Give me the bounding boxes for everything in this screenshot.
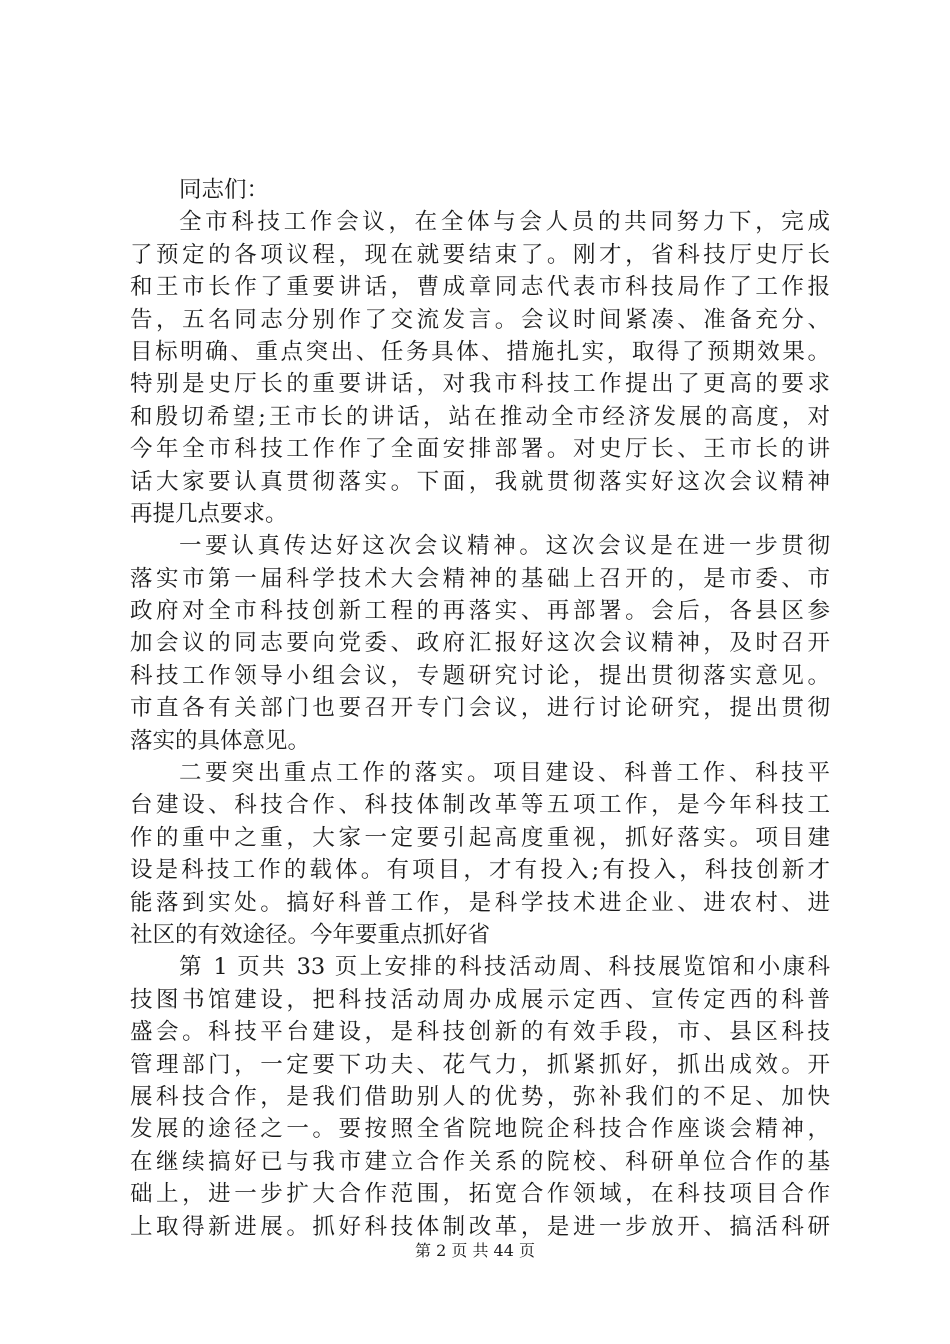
text-line: 加会议的同志要向党委、政府汇报好这次会议精神，及时召开 — [130, 630, 830, 657]
text-line: 再提几点要求。 — [130, 500, 288, 527]
text-line: 一要认真传达好这次会议精神。这次会议是在进一步贯彻 — [179, 533, 830, 560]
text-line: 同志们： — [179, 177, 270, 203]
text-line: 盛会。科技平台建设，是科技创新的有效手段，市、县区科技 — [130, 1019, 830, 1046]
text-line: 科技工作领导小组会议，专题研究讨论，提出贯彻落实意见。 — [130, 662, 830, 689]
paragraph-intro — [130, 206, 830, 530]
text-line: 全市科技工作会议，在全体与会人员的共同努力下，完成 — [179, 209, 830, 236]
text-line: 第 1 页共 33 页上安排的科技活动周、科技展览馆和小康科 — [179, 954, 830, 981]
text-line: 特别是史厅长的重要讲话，对我市科技工作提出了更高的要求 — [130, 371, 830, 398]
text-line: 市直各有关部门也要召开专门会议，进行讨论研究，提出贯彻 — [130, 695, 830, 722]
text-line: 作的重中之重，大家一定要引起高度重视，抓好落实。项目建 — [130, 824, 830, 851]
paragraph-point-two — [130, 757, 830, 951]
text-line: 础上，进一步扩大合作范围，拓宽合作领域，在科技项目合作 — [130, 1181, 830, 1208]
text-line: 社区的有效途径。今年要重点抓好省 — [130, 921, 491, 948]
text-line: 目标明确、重点突出、任务具体、措施扎实，取得了预期效果。 — [130, 338, 830, 365]
text-line: 和王市长作了重要讲话，曹成章同志代表市科技局作了工作报 — [130, 274, 830, 301]
text-line: 在继续搞好已与我市建立合作关系的院校、科研单位合作的基 — [130, 1148, 830, 1175]
text-line: 告，五名同志分别作了交流发言。会议时间紧凑、准备充分、 — [130, 306, 830, 333]
text-line: 落实的具体意见。 — [130, 727, 311, 754]
text-line: 技图书馆建设，把科技活动周办成展示定西、宣传定西的科普 — [130, 986, 830, 1013]
text-line: 和殷切希望;王市长的讲话，站在推动全市经济发展的高度，对 — [130, 403, 830, 430]
paragraph-continuation — [130, 951, 830, 1243]
text-line: 管理部门，一定要下功夫、花气力，抓紧抓好，抓出成效。开 — [130, 1051, 830, 1078]
paragraph-salutation — [130, 174, 830, 206]
text-line: 话大家要认真贯彻落实。下面，我就贯彻落实好这次会议精神 — [130, 468, 830, 495]
text-line: 展科技合作，是我们借助别人的优势，弥补我们的不足、加快 — [130, 1083, 830, 1110]
page-footer: 第 2 页 共 44 页 — [415, 1241, 535, 1260]
text-line: 了预定的各项议程，现在就要结束了。刚才，省科技厅史厅长 — [130, 241, 830, 268]
text-line: 台建设、科技合作、科技体制改革等五项工作，是今年科技工 — [130, 792, 830, 819]
text-line: 上取得新进展。抓好科技体制改革，是进一步放开、搞活科研 — [130, 1213, 830, 1240]
text-line: 政府对全市科技创新工程的再落实、再部署。会后，各县区参 — [130, 598, 830, 625]
document-body — [130, 174, 830, 1243]
paragraph-point-one — [130, 530, 830, 757]
text-line: 能落到实处。搞好科普工作，是科学技术进企业、进农村、进 — [130, 889, 830, 916]
text-line: 落实市第一届科学技术大会精神的基础上召开的，是市委、市 — [130, 565, 830, 592]
text-line: 今年全市科技工作作了全面安排部署。对史厅长、王市长的讲 — [130, 436, 830, 463]
text-line: 发展的途径之一。要按照全省院地院企科技合作座谈会精神， — [130, 1116, 830, 1143]
text-line: 设是科技工作的载体。有项目，才有投入;有投入，科技创新才 — [130, 857, 830, 884]
text-line: 二要突出重点工作的落实。项目建设、科普工作、科技平 — [179, 760, 830, 787]
